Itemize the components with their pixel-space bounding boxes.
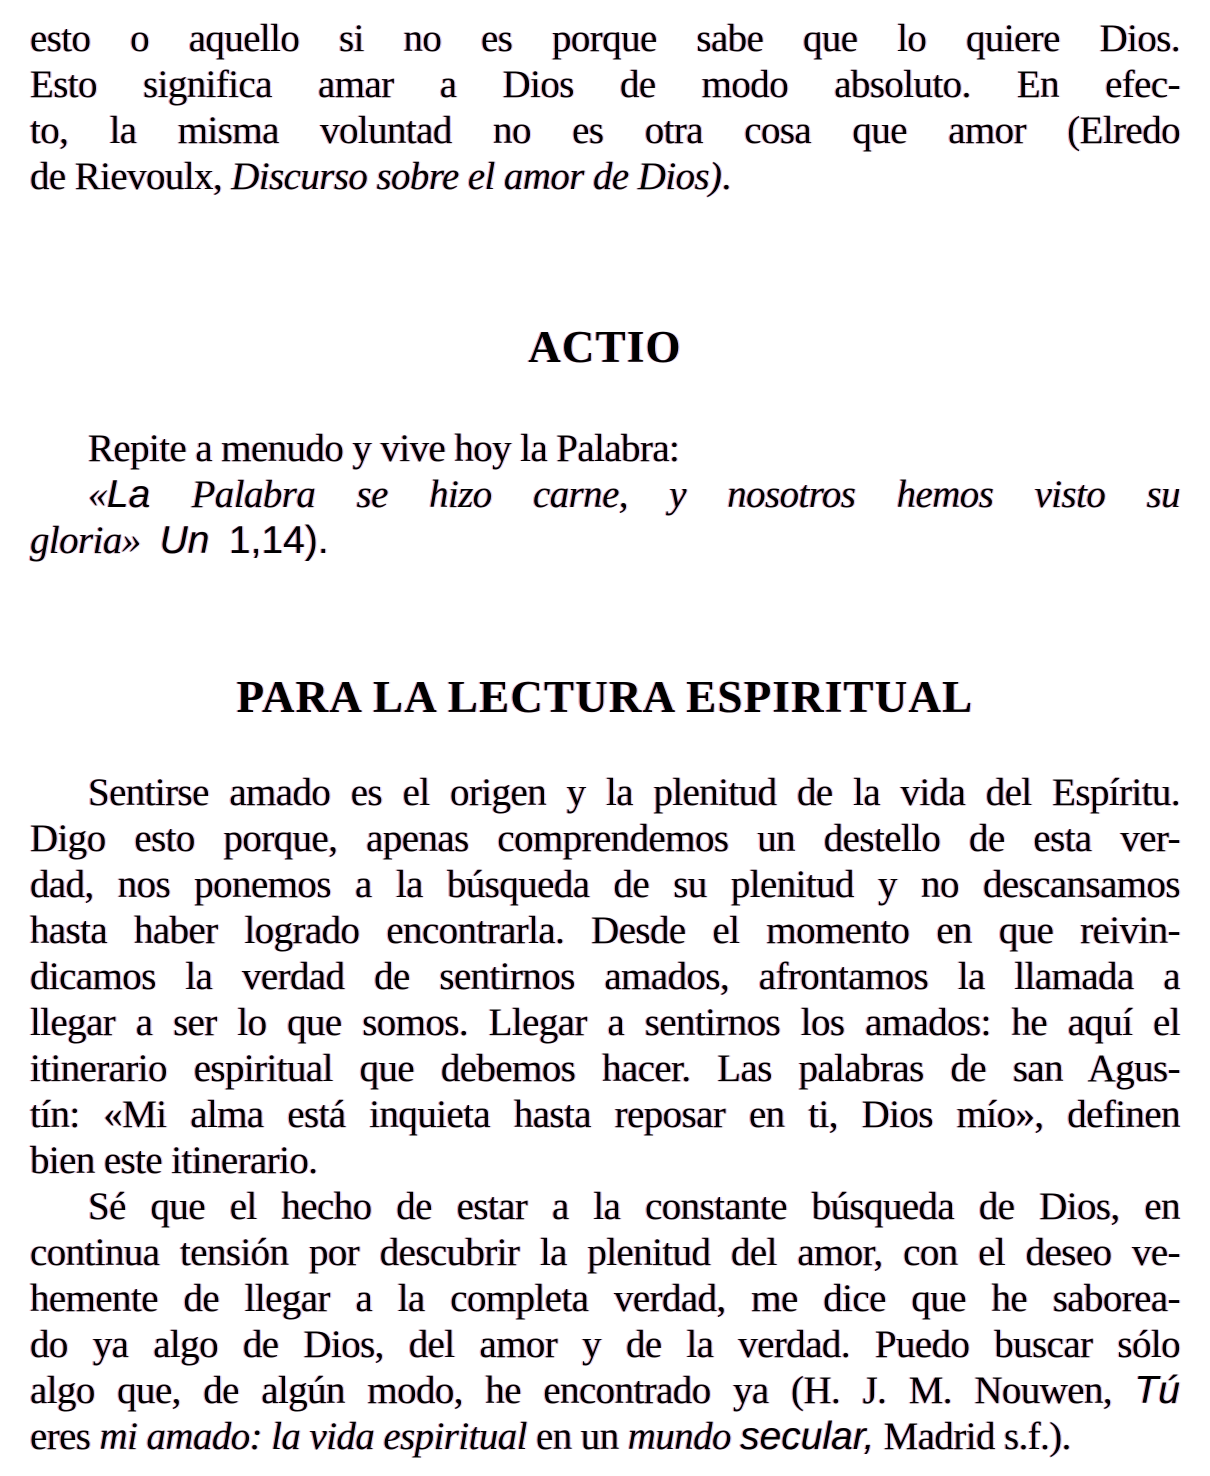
text-line	[30, 154, 1180, 200]
text-line	[30, 1000, 1180, 1046]
text-run: eres	[30, 1415, 100, 1458]
text-run-i: mi amado: la vida espiritual	[99, 1415, 527, 1458]
text-run: de Rievoulx,	[30, 155, 232, 198]
paragraph-actio-body	[30, 426, 1180, 564]
text-run-si: secular,	[740, 1415, 875, 1458]
text-line	[30, 1414, 1180, 1460]
text-line	[30, 816, 1180, 862]
text-line	[30, 1138, 1180, 1184]
text-line	[30, 954, 1180, 1000]
text-run: hemente de llegar a la completa verdad, me dice que he saborea-	[30, 1277, 1180, 1320]
text-run: algo que, de algún modo, he encontrado ya (H. J. M. Nouwen,	[30, 1369, 1135, 1412]
text-run: bien este itinerario.	[30, 1139, 318, 1182]
text-line	[30, 1092, 1180, 1138]
text-line	[30, 1184, 1180, 1230]
text-run: dicamos la verdad de sentirnos amados, afrontamos la llamada a	[30, 955, 1180, 998]
text-run-i: «	[88, 473, 107, 516]
paragraph-sentirse	[30, 770, 1180, 1184]
text-run: itinerario espiritual que debemos hacer. Las palabras de san Agus-	[30, 1047, 1180, 1090]
text-line	[30, 908, 1180, 954]
text-run-si: La	[106, 473, 151, 516]
text-run: tín: «Mi alma está inquieta hasta reposar en ti, Dios mío», definen	[30, 1093, 1180, 1136]
heading-lectura: PARA LA LECTURA ESPIRITUAL	[236, 672, 974, 722]
text-line	[30, 1322, 1180, 1368]
text-run: Sentirse amado es el origen y la plenitud de la vida del Espíritu.	[88, 771, 1180, 814]
text-line	[30, 518, 1180, 564]
text-run: Sé que el hecho de estar a la constante búsqueda de Dios, en	[88, 1185, 1180, 1228]
paragraph-opening	[30, 16, 1180, 200]
text-line	[30, 1368, 1180, 1414]
text-line	[30, 472, 1180, 518]
text-line	[30, 62, 1180, 108]
text-run-si: Tú	[1134, 1369, 1180, 1412]
text-run: Madrid s.f.).	[874, 1415, 1071, 1458]
text-run: Repite a menudo y vive hoy la Palabra:	[88, 427, 680, 470]
text-run-i: Discurso sobre el amor de Dios)	[231, 155, 722, 198]
text-run-si: Un	[159, 519, 210, 562]
text-run: Esto significa amar a Dios de modo absoluto. En efec-	[30, 63, 1180, 106]
heading-actio: ACTIO	[528, 322, 682, 372]
text-line	[30, 426, 1180, 472]
text-run: esto o aquello si no es porque sabe que lo quiere Dios.	[30, 17, 1180, 60]
text-run: do ya algo de Dios, del amor y de la verdad. Puedo buscar sólo	[30, 1323, 1180, 1366]
text-run: en un	[526, 1415, 628, 1458]
text-run: llegar a ser lo que somos. Llegar a sentirnos los amados: he aquí el	[30, 1001, 1180, 1044]
text-run: .	[721, 155, 731, 198]
text-line	[30, 862, 1180, 908]
text-line	[30, 1276, 1180, 1322]
text-line	[30, 1046, 1180, 1092]
text-run: dad, nos ponemos a la búsqueda de su plenitud y no descansamos	[30, 863, 1180, 906]
text-run: Digo esto porque, apenas comprendemos un destello de esta ver-	[30, 817, 1180, 860]
text-line	[30, 1230, 1180, 1276]
text-run	[731, 1415, 740, 1458]
text-run-i: Palabra se hizo carne, y nosotros hemos visto su	[150, 473, 1180, 516]
text-run-i: gloria»	[30, 519, 160, 562]
text-run: to, la misma voluntad no es otra cosa que amor (Elredo	[30, 109, 1180, 152]
text-run-s: 1,14).	[209, 519, 329, 562]
text-run-i: mundo	[627, 1415, 731, 1458]
text-run: continua tensión por descubrir la plenitud del amor, con el deseo ve-	[30, 1231, 1180, 1274]
text-line	[30, 770, 1180, 816]
text-line	[30, 108, 1180, 154]
paragraph-se	[30, 1184, 1180, 1460]
text-line	[30, 16, 1180, 62]
text-run: hasta haber logrado encontrarla. Desde el momento en que reivin-	[30, 909, 1180, 952]
